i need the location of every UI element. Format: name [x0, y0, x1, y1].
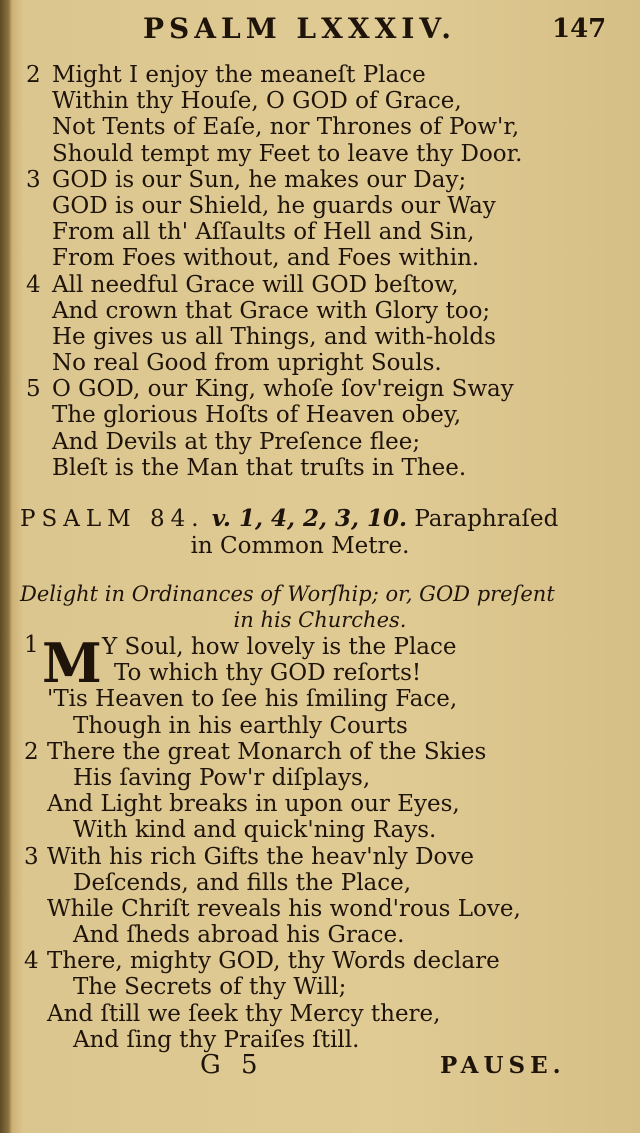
verse-text: The glorious Hoſts of Heaven obey,: [52, 402, 462, 429]
psalm-verses: v. 1, 4, 2, 3, 10.: [211, 505, 408, 532]
stanza-line: [0, 350, 640, 376]
stanza-line: [0, 141, 640, 167]
verse-text: No real Good from upright Souls.: [52, 350, 442, 377]
subject-line1: Delight in Ordinances of Worſhip; or, GOD preſent: [20, 582, 555, 606]
verse-text: With his rich Gifts the heav'nly Dove: [47, 843, 474, 870]
stanza-number: 4: [26, 271, 41, 298]
stanza-number: 4: [24, 948, 39, 975]
stanza-number: 3: [24, 843, 39, 870]
verse-text: Within thy Houſe, O GOD of Grace,: [52, 88, 462, 115]
page-number: 147: [552, 14, 607, 44]
hymn-line: [0, 974, 640, 1000]
pause-label: PAUSE.: [440, 1052, 566, 1079]
running-head: [0, 10, 640, 50]
verse-text: And Devils at thy Preſence flee;: [52, 428, 421, 455]
verse-text: While Chriſt reveals his wond'rous Love,: [47, 895, 521, 922]
stanza-line: [0, 272, 640, 298]
verse-text: Should tempt my Feet to leave thy Door.: [52, 140, 523, 167]
stanza-line: [0, 455, 640, 481]
stanza-line: [0, 245, 640, 271]
hymn-line: [0, 660, 640, 686]
hymn-line: [0, 948, 640, 974]
hymn-line: [0, 634, 640, 660]
verse-text: His ſaving Pow'r diſplays,: [73, 764, 371, 791]
verse-text: Bleſt is the Man that truſts in Thee.: [52, 454, 467, 481]
verse-text: And Light breaks in upon our Eyes,: [47, 791, 460, 818]
verse-text: With kind and quick'ning Rays.: [73, 817, 437, 844]
hymn-line: [0, 870, 640, 896]
stanza-number: 3: [26, 166, 41, 193]
stanza-line: [0, 193, 640, 219]
stanza-line: [0, 298, 640, 324]
hymn-subject: [0, 582, 640, 634]
stanza-line: [0, 324, 640, 350]
verse-text: Deſcends, and fills the Place,: [73, 869, 412, 896]
running-title: PSALM LXXXIV.: [143, 12, 456, 45]
verse-text: Though in his earthly Courts: [73, 712, 408, 739]
signature-mark: G 5: [200, 1050, 264, 1080]
verse-text: The Secrets of thy Will;: [73, 974, 347, 1001]
subject-line2: in his Churches.: [233, 608, 407, 632]
verse-text: And ſtill we ſeek thy Mercy there,: [47, 1000, 441, 1027]
hymn-line: [0, 713, 640, 739]
stanza-line: [0, 402, 640, 428]
verse-text: He gives us all Things, and with-holds: [52, 323, 496, 350]
stanza-line: [0, 167, 640, 193]
verse-text: And ſing thy Praiſes ſtill.: [73, 1026, 360, 1053]
verse-text: GOD is our Sun, he makes our Day;: [52, 166, 467, 193]
verse-text: There the great Monarch of the Skies: [47, 738, 487, 765]
hymn-line: [0, 896, 640, 922]
hymn-line: [0, 765, 640, 791]
verse-text: O GOD, our King, whoſe ſov'reign Sway: [52, 376, 514, 403]
psalm-paraphrase: Paraphraſed: [414, 506, 559, 532]
verse-text: All needful Grace will GOD beſtow,: [52, 271, 459, 298]
stanza-number: 2: [26, 62, 41, 88]
verse-text: And crown that Grace with Glory too;: [52, 297, 491, 324]
verse-text: And ſheds abroad his Grace.: [73, 922, 405, 949]
verse-text: GOD is our Shield, he guards our Way: [52, 192, 496, 219]
hymn-line: [0, 844, 640, 870]
verse-text: Might I enjoy the meaneſt Place: [52, 62, 426, 88]
hymn-line: [0, 1001, 640, 1027]
psalm-heading-line1: [20, 505, 558, 532]
verse-text: 'Tis Heaven to ſee his ſmiling Face,: [47, 686, 458, 713]
page-footer: [0, 1050, 640, 1090]
hymn-line: [0, 817, 640, 843]
stanza-line: [0, 88, 640, 114]
psalm-stanzas: [0, 62, 640, 481]
stanza-line: [0, 429, 640, 455]
verse-text: Not Tents of Eaſe, nor Thrones of Pow'r,: [52, 114, 520, 141]
psalm-metre: in Common Metre.: [190, 533, 410, 559]
hymn-line: [0, 739, 640, 765]
drop-cap: M: [42, 631, 102, 695]
stanza-line: [0, 62, 640, 88]
stanza-line: [0, 219, 640, 245]
hymn-stanzas: [0, 631, 640, 1053]
stanza-line: [0, 376, 640, 402]
psalm-label: PSALM 84.: [20, 506, 205, 532]
hymn-line: [0, 791, 640, 817]
stanza-number: 2: [24, 738, 39, 765]
verse-text: There, mighty GOD, thy Words declare: [47, 948, 500, 975]
stanza-number: 5: [26, 376, 41, 403]
hymn-line: [0, 922, 640, 948]
verse-text: Y Soul, how lovely is the Place: [102, 634, 457, 660]
stanza-number: 1: [24, 632, 39, 658]
verse-text: From all th' Aſſaults of Hell and Sin,: [52, 219, 475, 246]
verse-text: To which thy GOD reſorts!: [114, 660, 422, 687]
psalm-heading: [0, 505, 640, 565]
hymn-line: [0, 686, 640, 712]
verse-text: From Foes without, and Foes within.: [52, 245, 480, 272]
stanza-line: [0, 114, 640, 140]
